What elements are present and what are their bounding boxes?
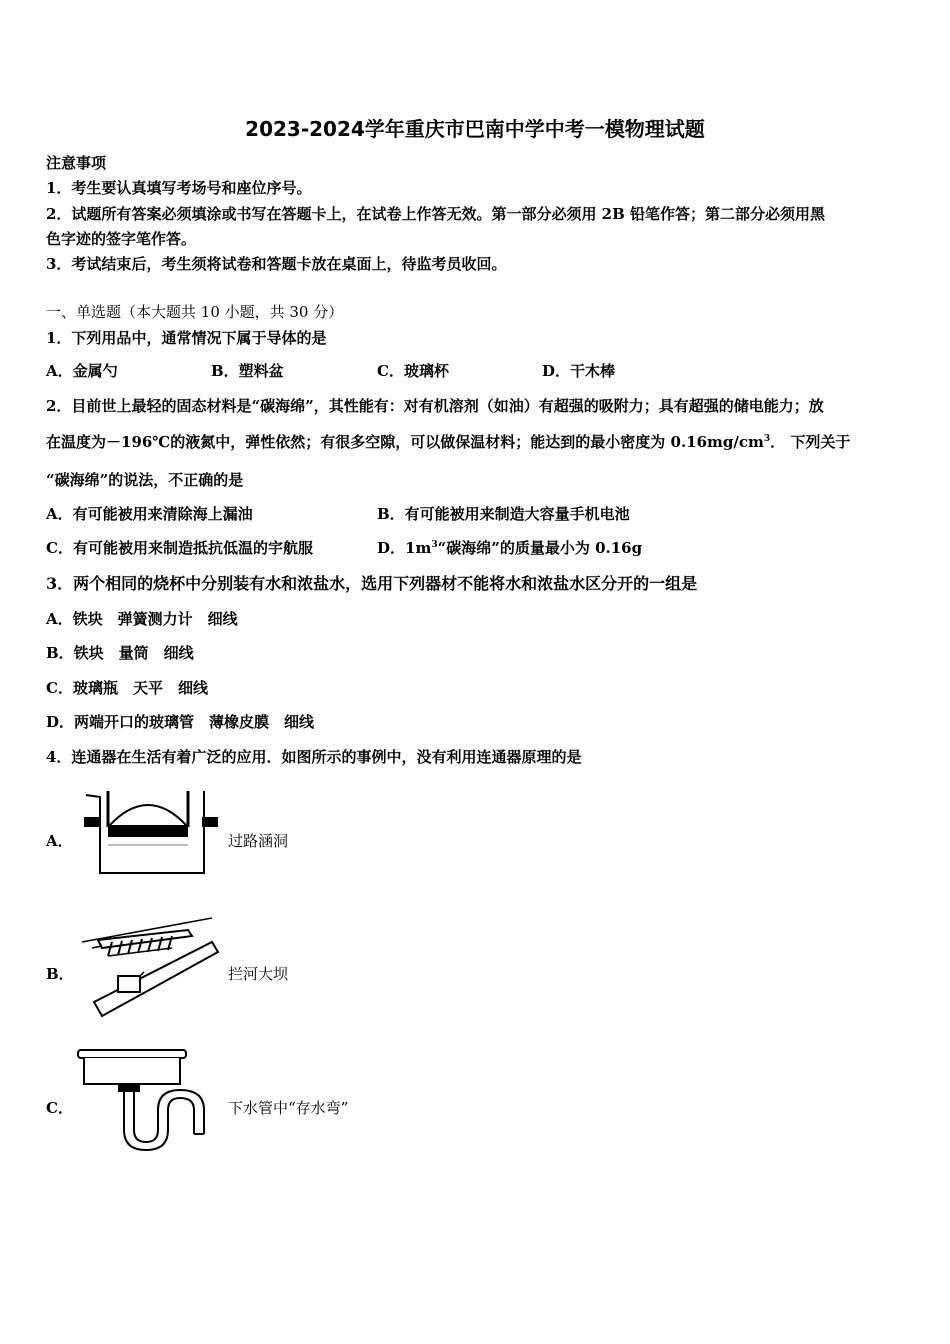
notice-heading: 注意事项 — [46, 154, 107, 172]
notice-item-1: 1．考生要认真填写考场号和座位序号。 — [46, 179, 312, 197]
q2-line-1: 2．目前世上最轻的固态材料是“碳海绵”，其性能有：对有机溶剂（如油）有超强的吸附力；具有超强的储电能力；放 — [46, 397, 824, 415]
q4-fig-c-caption: 下水管中“存水弯” — [228, 1099, 349, 1117]
q4-fig-a-letter: A． — [46, 832, 73, 850]
q3-option-d: D．两端开口的玻璃管 薄橡皮膜 细线 — [46, 713, 315, 731]
q3-option-c: C．玻璃瓶 天平 细线 — [46, 679, 208, 697]
q1-option-d: D．干木棒 — [542, 362, 616, 380]
q2-option-c: C．有可能被用来制造抵抗低温的宇航服 — [46, 539, 313, 557]
q2-option-d — [377, 537, 642, 558]
q4-stem: 4．连通器在生活有着广泛的应用．如图所示的事例中，没有利用连通器原理的是 — [46, 748, 582, 766]
q2-line-2-text: 在温度为－196℃的液氮中，弹性依然；有很多空隙，可以做保温材料；能达到的最小密度为 0.16mg/cm — [46, 433, 764, 451]
q2-option-d-text: D．1m — [377, 539, 432, 557]
q2-option-a: A．有可能被用来清除海上漏油 — [46, 505, 253, 523]
q4-fig-a-caption: 过路涵洞 — [228, 832, 289, 850]
q4-fig-b-caption: 拦河大坝 — [228, 965, 289, 983]
notice-item-2-cont: 色字迹的签字笔作答。 — [46, 230, 197, 248]
q3-option-b: B．铁块 量筒 细线 — [46, 644, 194, 662]
q4-fig-b-letter: B． — [46, 965, 74, 983]
page-title: 2023-2024学年重庆市巴南中学中考一模物理试题 — [245, 117, 705, 141]
dam-figure — [72, 912, 222, 1027]
sink-trap-figure — [74, 1046, 224, 1156]
q2-line-3: “碳海绵”的说法，不正确的是 — [46, 471, 244, 489]
notice-item-3: 3．考试结束后，考生须将试卷和答题卡放在桌面上，待监考员收回。 — [46, 255, 507, 273]
culvert-figure — [82, 785, 222, 880]
q1-option-b: B．塑料盆 — [211, 362, 284, 380]
q2-line-2-sup: 3 — [763, 434, 771, 444]
q2-option-b: B．有可能被用来制造大容量手机电池 — [377, 505, 630, 523]
q2-option-d-sup: 3 — [431, 540, 438, 550]
notice-item-2: 2．试题所有答案必须填涂或书写在答题卡上，在试卷上作答无效。第一部分必须用 2B 铅笔作答；第二部分必须用黑 — [46, 205, 826, 223]
q3-option-a: A．铁块 弹簧测力计 细线 — [46, 610, 238, 628]
q2-line-2-tail: ． 下列关于 — [770, 433, 851, 451]
section-heading: 一、单选题（本大题共 10 小题，共 30 分） — [46, 303, 344, 321]
q3-stem: 3．两个相同的烧杯中分别装有水和浓盐水，选用下列器材不能将水和浓盐水区分开的一组是 — [46, 574, 698, 593]
q2-option-d-tail: “碳海绵”的质量最小为 0.16g — [437, 539, 643, 557]
q1-option-c: C．玻璃杯 — [377, 362, 449, 380]
q1-stem: 1．下列用品中，通常情况下属于导体的是 — [46, 329, 327, 347]
q2-line-2 — [46, 431, 850, 452]
q4-fig-c-letter: C． — [46, 1099, 73, 1117]
q1-option-a: A．金属勺 — [46, 362, 118, 380]
